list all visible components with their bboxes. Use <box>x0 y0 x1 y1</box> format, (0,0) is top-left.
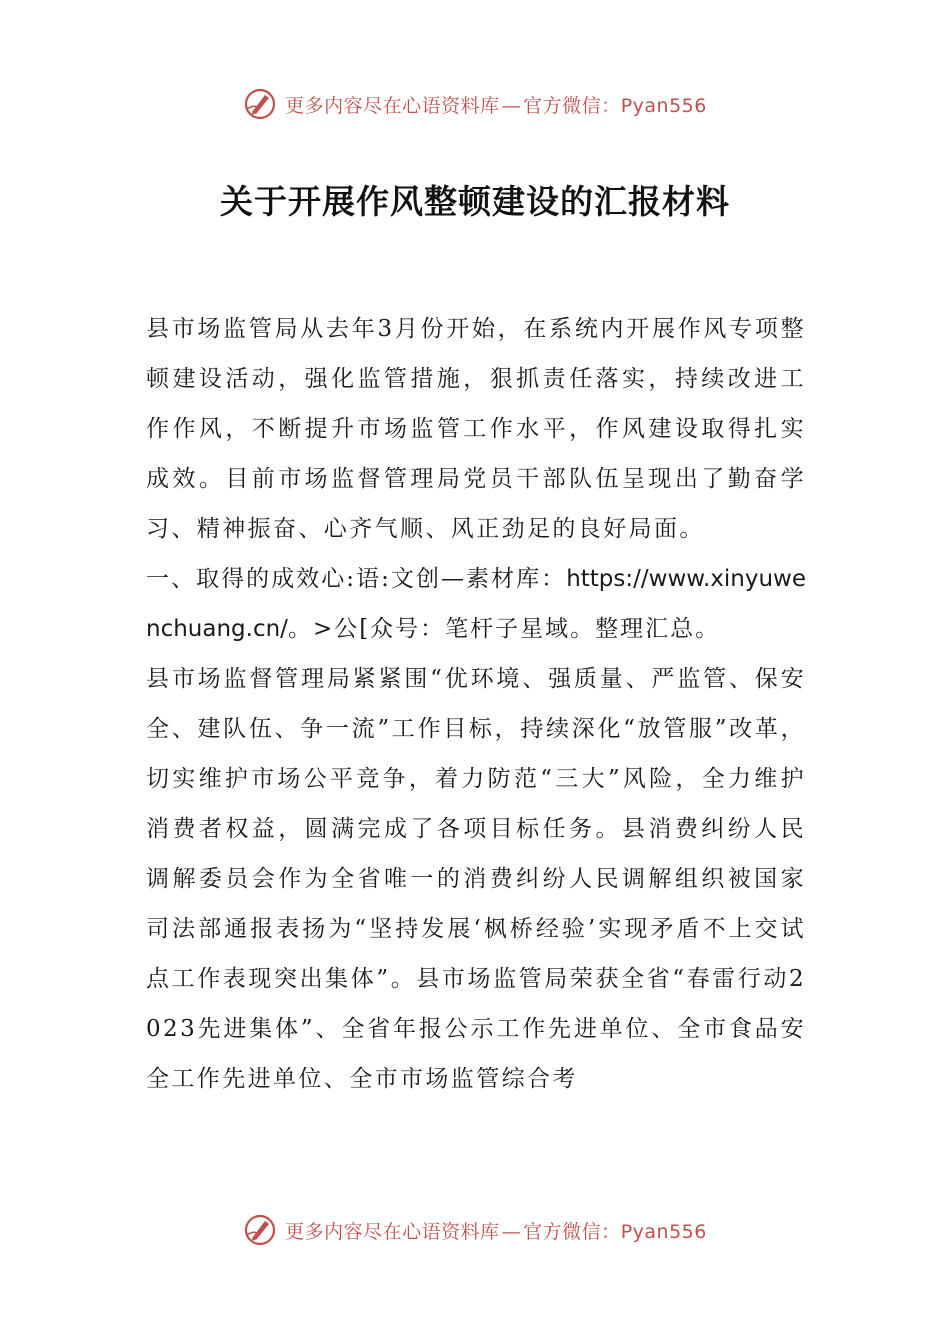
paragraph-intro: 县市场监管局从去年3月份开始，在系统内开展作风专项整顿建设活动，强化监管措施，狠抓责任落实，持续改进工作作风，不断提升市场监管工作水平，作风建设取得扎实成效。目前市场监督管理局党员干部队伍呈现出了勤奋学习、精神振奋、心齐气顺、风正劲足的良好局面。 <box>146 316 806 542</box>
header-wechat-label: 官方微信： <box>523 94 621 117</box>
header-wechat-id: Pyan556 <box>620 94 707 117</box>
footer-wechat-label: 官方微信： <box>523 1220 621 1243</box>
footer-separator: — <box>501 1220 522 1243</box>
paragraph-achievements: 县市场监督管理局紧紧围“优环境、强质量、严监管、保安全、建队伍、争一流”工作目标，持续深化“放管服”改革，切实维护市场公平竞争，着力防范“三大”风险，全力维护消费者权益，圆满完成了各项目标任务。县消费纠纷人民调解委员会作为全省唯一的消费纠纷人民调解组织被国家司法部通报表扬为“坚持发展‘枫桥经验’实现矛盾不上交试点工作表现突出集体”。县市场监管局荣获全省“春雷行动2023先进集体”、全省年报公示工作先进单位、全市食品安全工作先进单位、全市市场监管综合考 <box>146 666 806 1092</box>
section-heading-text: 一、取得的成效心:语:文创—素材库： <box>146 566 567 592</box>
section-heading <box>146 554 806 654</box>
header-separator: — <box>501 94 522 117</box>
section-url-link[interactable]: https://www.xinyuwenchuang.cn/ <box>146 566 806 642</box>
footer-slogan: 更多内容尽在心语资料库 <box>285 1220 500 1243</box>
quill-pen-logo-icon <box>243 1213 277 1247</box>
header-slogan: 更多内容尽在心语资料库 <box>285 94 500 117</box>
header-banner <box>0 84 950 124</box>
section-heading-tail: 。>公[众号：笔杆子星域。整理汇总。 <box>287 616 721 642</box>
footer-banner <box>0 1210 950 1250</box>
quill-pen-logo-icon <box>243 87 277 121</box>
document-body <box>146 304 806 1104</box>
document-title: 关于开展作风整顿建设的汇报材料 <box>220 182 730 221</box>
footer-wechat-id: Pyan556 <box>620 1220 707 1243</box>
footer-banner-text <box>285 1217 707 1244</box>
header-banner-text <box>285 91 707 118</box>
